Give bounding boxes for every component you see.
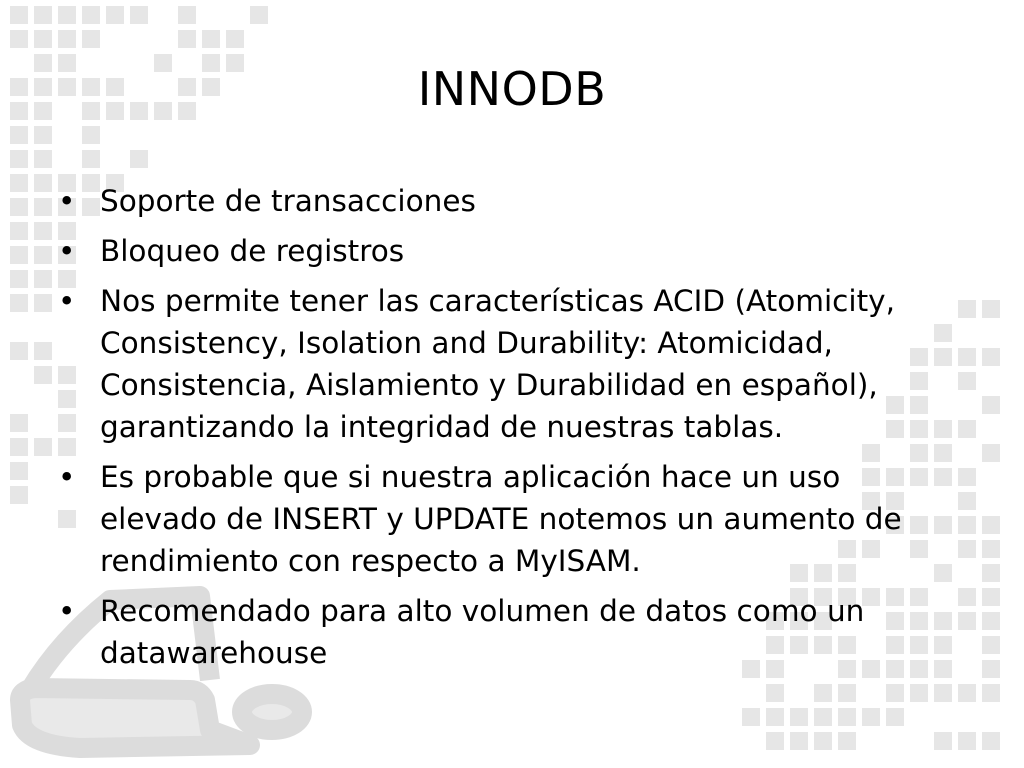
bullet-icon: • — [58, 594, 76, 628]
bullet-item — [56, 590, 956, 674]
decor-square — [34, 126, 52, 144]
decor-square — [958, 732, 976, 750]
decor-square — [958, 516, 976, 534]
decor-square — [10, 414, 28, 432]
bullet-text: Es probable que si nuestra aplicación hace un uso elevado de INSERT y UPDATE notemos un aumento de rendimiento con respecto a MyISAM. — [100, 460, 902, 578]
decor-square — [250, 6, 268, 24]
decor-square — [766, 732, 784, 750]
decor-square — [982, 540, 1000, 558]
decor-square — [82, 126, 100, 144]
slide-content — [56, 180, 956, 682]
decor-square — [10, 462, 28, 480]
bullet-icon: • — [58, 460, 76, 494]
decor-square — [958, 588, 976, 606]
decor-square — [958, 540, 976, 558]
bullet-icon: • — [58, 284, 76, 318]
decor-square — [34, 366, 52, 384]
decor-square — [814, 684, 832, 702]
decor-square — [10, 198, 28, 216]
decor-square — [958, 612, 976, 630]
decor-square — [178, 30, 196, 48]
decor-square — [34, 438, 52, 456]
decor-square — [838, 732, 856, 750]
decor-square — [10, 222, 28, 240]
bullet-text: Soporte de transacciones — [100, 184, 476, 218]
bullet-icon: • — [58, 234, 76, 268]
decor-square — [130, 6, 148, 24]
decor-square — [982, 300, 1000, 318]
decor-square — [10, 270, 28, 288]
decor-square — [34, 270, 52, 288]
decor-square — [958, 420, 976, 438]
bullet-text: Nos permite tener las características ACID (Atomicity, Consistency, Isolation and Durability: Atomicidad, Consistencia, Aislamiento y Durabilidad en español), garantizando la integridad de nuestras tablas. — [100, 284, 895, 444]
decor-square — [34, 30, 52, 48]
decor-square — [178, 6, 196, 24]
decor-square — [226, 30, 244, 48]
decor-square — [814, 708, 832, 726]
bullet-icon: • — [58, 184, 76, 218]
decor-square — [10, 150, 28, 168]
decor-square — [958, 468, 976, 486]
decor-square — [10, 6, 28, 24]
decor-square — [934, 684, 952, 702]
decor-square — [10, 294, 28, 312]
decor-square — [934, 732, 952, 750]
decor-square — [766, 708, 784, 726]
decor-square — [34, 246, 52, 264]
decor-square — [58, 30, 76, 48]
decor-square — [838, 684, 856, 702]
decor-square — [82, 30, 100, 48]
bullet-item — [56, 230, 956, 272]
decor-square — [742, 708, 760, 726]
decor-square — [10, 246, 28, 264]
decor-square — [10, 342, 28, 360]
decor-square — [34, 198, 52, 216]
decor-square — [958, 348, 976, 366]
decor-square — [34, 174, 52, 192]
bullet-item — [56, 456, 956, 582]
decor-square — [958, 300, 976, 318]
decor-square — [982, 348, 1000, 366]
decor-square — [982, 564, 1000, 582]
decor-square — [10, 486, 28, 504]
decor-square — [958, 492, 976, 510]
bullet-text: Bloqueo de registros — [100, 234, 405, 268]
bullet-text: Recomendado para alto volumen de datos como un datawarehouse — [100, 594, 865, 670]
decor-square — [58, 6, 76, 24]
decor-square — [982, 516, 1000, 534]
decor-square — [82, 150, 100, 168]
decor-square — [790, 708, 808, 726]
decor-square — [982, 612, 1000, 630]
decor-square — [838, 708, 856, 726]
decor-square — [34, 222, 52, 240]
decor-square — [106, 6, 124, 24]
decor-square — [958, 684, 976, 702]
decor-square — [34, 6, 52, 24]
bullet-item — [56, 280, 956, 448]
decor-square — [982, 660, 1000, 678]
decor-square — [982, 732, 1000, 750]
decor-square — [10, 438, 28, 456]
decor-square — [10, 126, 28, 144]
decor-square — [958, 372, 976, 390]
decor-square — [862, 708, 880, 726]
decor-square — [982, 396, 1000, 414]
decor-square — [982, 636, 1000, 654]
decor-square — [10, 174, 28, 192]
decor-square — [982, 684, 1000, 702]
bullet-list — [56, 180, 956, 674]
slide-title: INNODB — [417, 62, 607, 116]
bullet-item — [56, 180, 956, 222]
decor-square — [886, 708, 904, 726]
decor-square — [82, 6, 100, 24]
decor-square — [982, 588, 1000, 606]
decor-square — [814, 732, 832, 750]
decor-square — [910, 684, 928, 702]
decor-square — [34, 342, 52, 360]
decor-square — [130, 150, 148, 168]
decor-square — [982, 444, 1000, 462]
decor-square — [10, 30, 28, 48]
decor-square — [202, 30, 220, 48]
decor-square — [790, 732, 808, 750]
decor-square — [766, 684, 784, 702]
decor-square — [34, 150, 52, 168]
decor-square — [34, 294, 52, 312]
decor-square — [886, 684, 904, 702]
